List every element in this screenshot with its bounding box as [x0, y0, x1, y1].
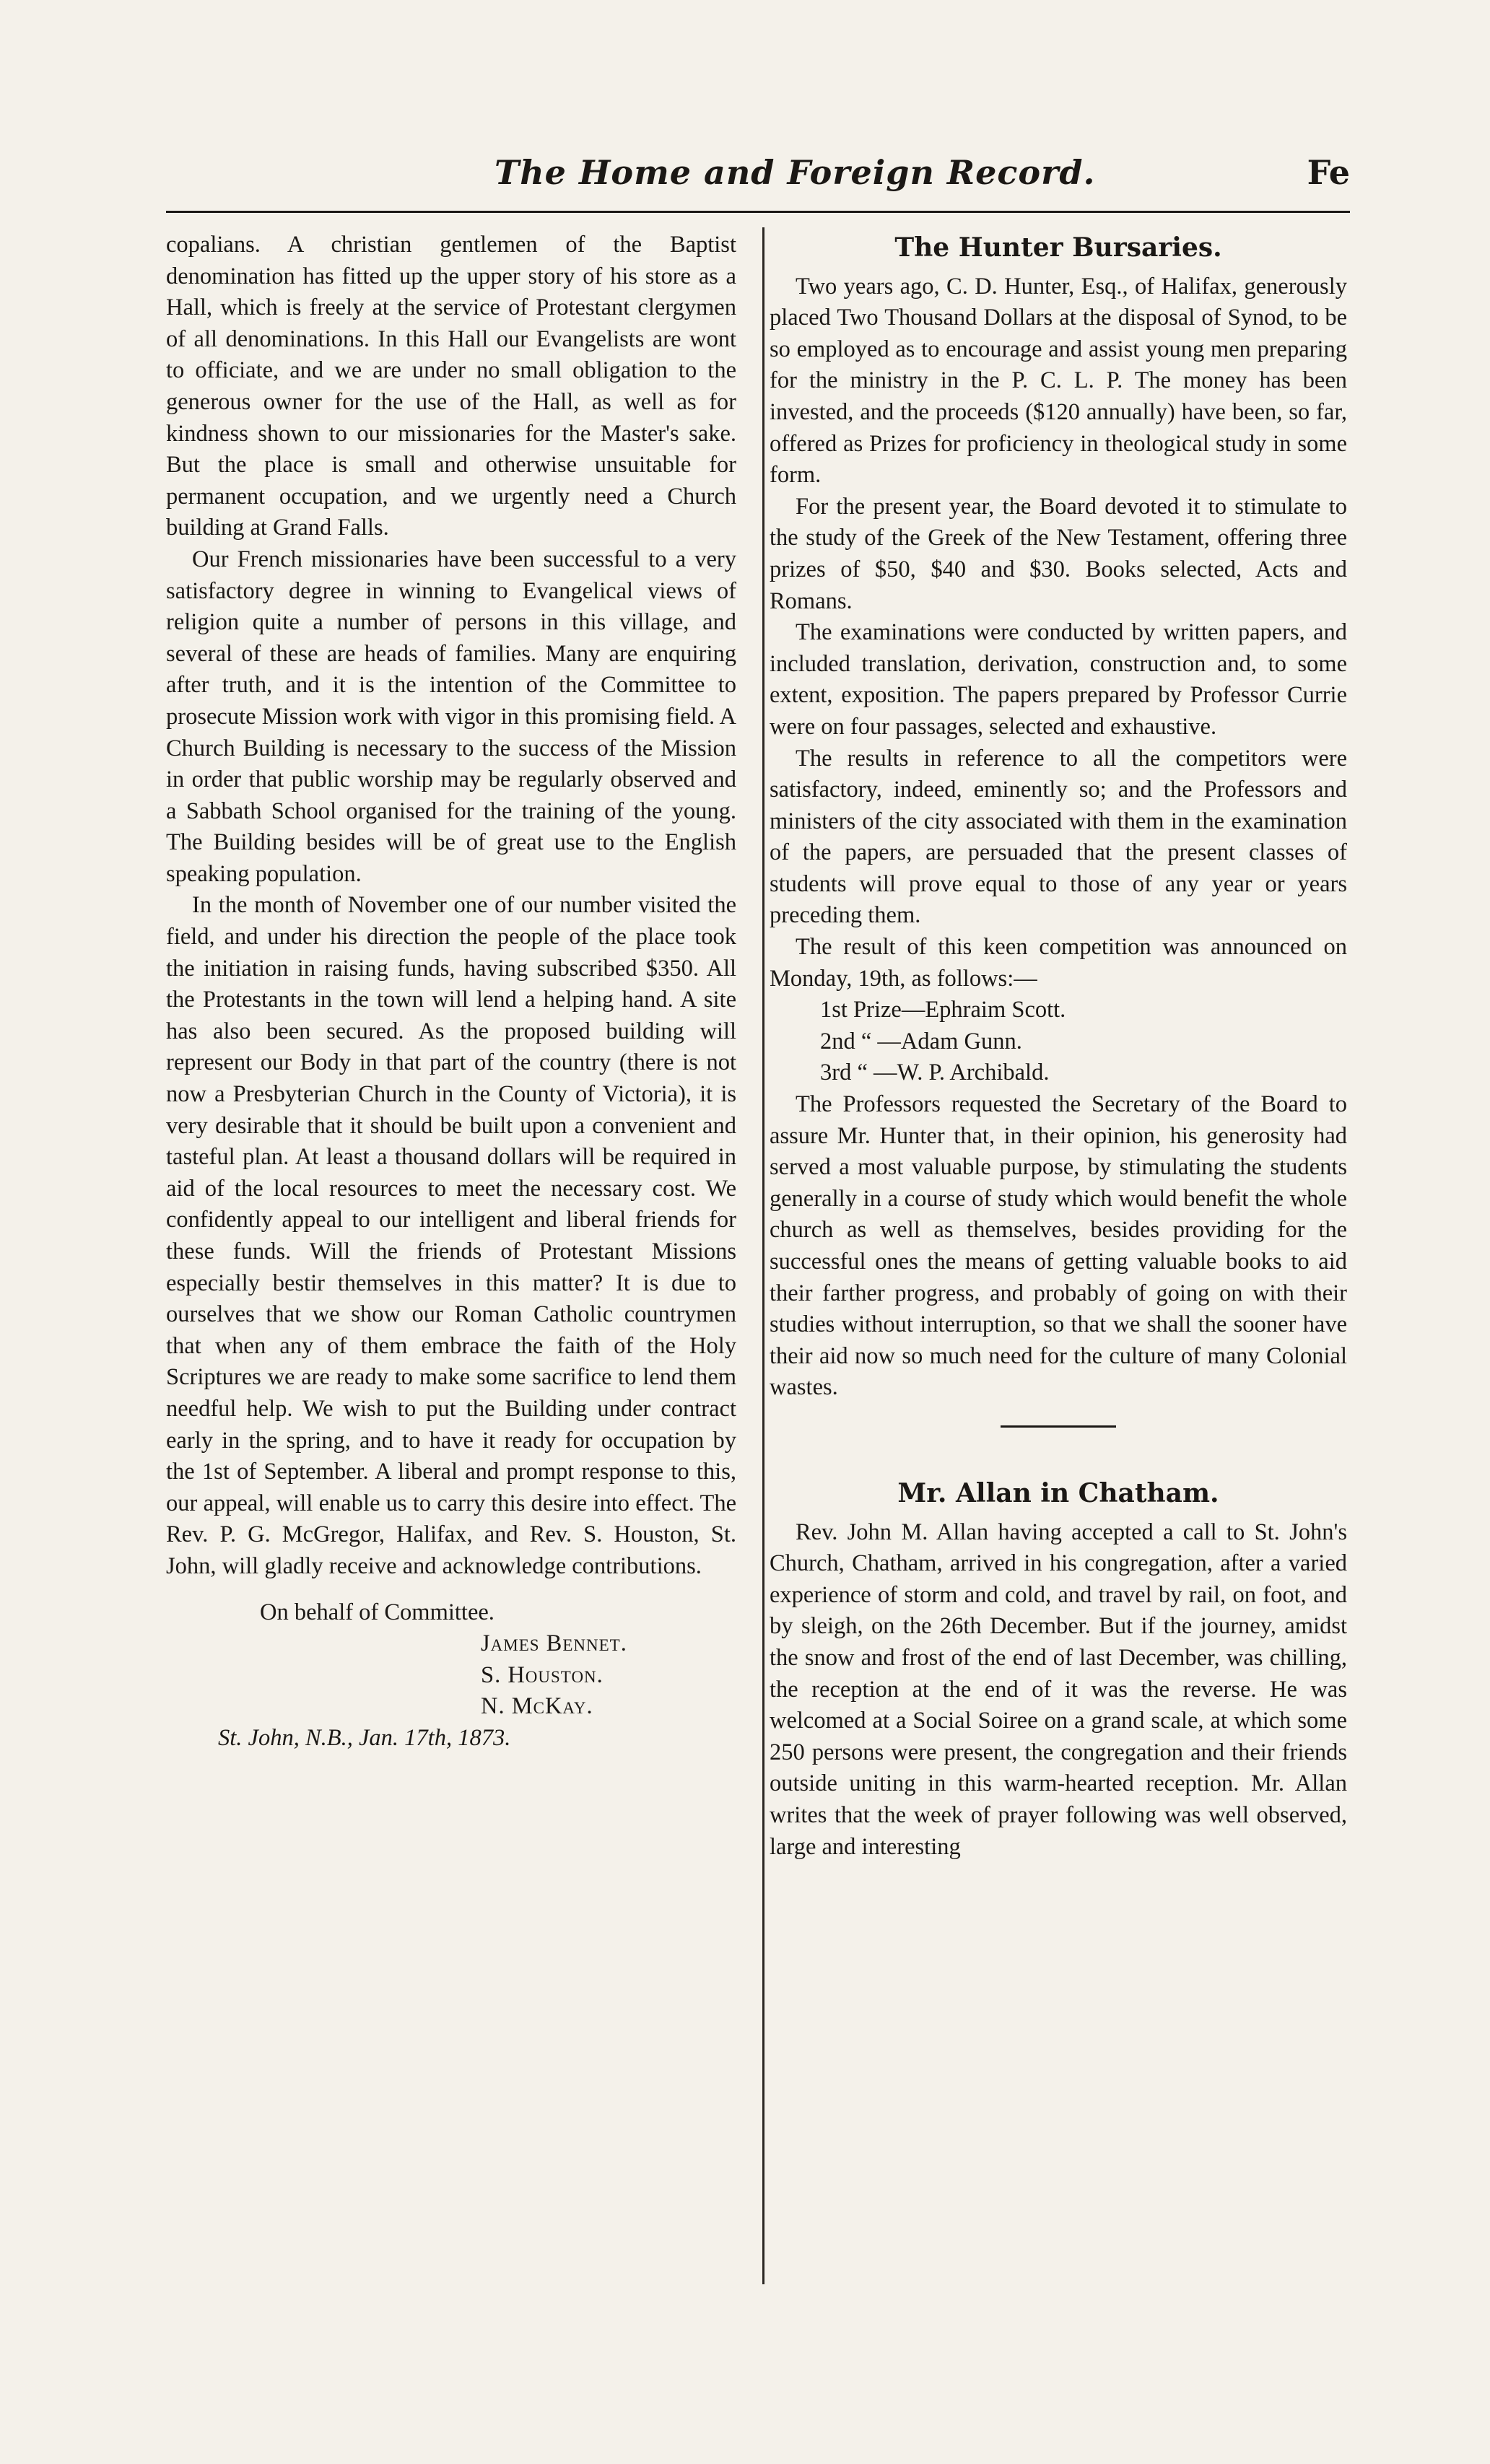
running-title: The Home and Foreign Record. [495, 153, 1096, 192]
prize-line: 1st Prize—Ephraim Scott. [820, 997, 1066, 1023]
signoff-block [166, 1597, 736, 1755]
signer-name: James Bennet. [481, 1630, 627, 1657]
right-column [770, 230, 1347, 1863]
paragraph: The Professors requested the Secretary of the Board to assure Mr. Hunter that, in their opinion, his generosity had served a most valuable purpose, by stimulating the students generally in a course of study which would benefit the whole church as well as themselves, besides providing for the successful ones the means of getting valuable books to aid their farther progress, and probably of going on with their studies without interruption, so that we shall the sooner have their aid now so much need for the culture of many Colonial wastes. [770, 1091, 1347, 1401]
signoff: On behalf of Committee. [260, 1599, 495, 1625]
page-number: Fe [1307, 153, 1350, 192]
prize-line: 3rd “ —W. P. Archibald. [820, 1060, 1050, 1086]
section-title-hunter: The Hunter Bursaries. [894, 232, 1222, 263]
left-column [166, 230, 736, 1755]
signer-name: N. McKay. [481, 1693, 593, 1720]
paragraph: Two years ago, C. D. Hunter, Esq., of Halifax, generously placed Two Thousand Dollars at the disposal of Synod, to be so employed as to encourage and assist young men preparing for the ministry in the P. C. L. P. The money has been invested, and the proceeds ($120 annually) have been, so far, offered as Prizes for proficiency in theological study in some form. [770, 273, 1347, 489]
page-header [166, 153, 1350, 204]
prize-line: 2nd “ —Adam Gunn. [820, 1028, 1022, 1054]
column-divider [762, 227, 764, 2284]
paragraph: Our French missionaries have been successful to a very satisfactory degree in winning to Evangelical views of religion quite a number of persons in this village, and several of these are heads of families. Many are enquiring after truth, and it is the intention of the Committee to prosecute Mission work with vigor in this promising field. A Church Building is necessary to the success of the Mission in order that public worship may be regularly observed and a Sabbath School organised for the training of the young. The Building besides will be of great use to the English speaking population. [166, 546, 736, 887]
paragraph: In the month of November one of our number visited the field, and under his direction the people of the place took the initiation in raising funds, having subscribed $350. All the Protestants in the town will lend a helping hand. A site has also been secured. As the proposed building will represent our Body in that part of the country (there is not now a Presbyterian Church in the County of Victoria), it is very desirable that it should be built upon a convenient and tasteful plan. At least a thousand dollars will be required in aid of the local resources to meet the necessary cost. We confidently appeal to our intelligent and liberal friends for these funds. Will the friends of Protestant Missions especially bestir themselves in this matter? It is due to ourselves that we show our Roman Catholic countrymen that when any of them embrace the faith of the Holy Scriptures we are ready to make some sacrifice to lend them needful help. We wish to put the Building under contract early in the spring, and to have it ready for occupation by the 1st of September. A liberal and prompt response to this, our appeal, will enable us to carry this desire into effect. The Rev. P. G. McGregor, Halifax, and Rev. S. Houston, St. John, will gladly receive and acknowledge contributions. [166, 892, 736, 1579]
section-separator [1001, 1425, 1116, 1428]
paragraph: For the present year, the Board devoted it to stimulate to the study of the Greek of the New Testament, offering three prizes of $50, $40 and $30. Books selected, Acts and Romans. [770, 493, 1347, 614]
signer-name: S. Houston. [481, 1661, 604, 1688]
paragraph: Rev. John M. Allan having accepted a call to St. John's Church, Chatham, arrived in his congregation, after a varied experience of storm and cold, and travel by rail, on foot, and by sleigh, on the 26th December. But if the journey, amidst the snow and frost of the end of last December, was chilling, the reception at the end of it was the reverse. He was welcomed at a Social Soiree on a grand scale, at which some 250 persons were present, the congregation and their friends outside uniting in this warm-hearted reception. Mr. Allan writes that the week of prayer following was well observed, large and interesting [770, 1519, 1347, 1860]
paragraph: The result of this keen competition was announced on Monday, 19th, as follows:— [770, 934, 1347, 992]
dateline: St. John, N.B., Jan. 17th, 1873. [218, 1724, 511, 1751]
paragraph: The results in reference to all the competitors were satisfactory, indeed, eminently so; and the Professors and ministers of the city associated with them in the examination of the papers, are persuaded that the present classes of students will prove equal to those of any year or years preceding them. [770, 745, 1347, 929]
paragraph: copalians. A christian gentlemen of the Baptist denomination has fitted up the upper story of his store as a Hall, which is freely at the service of Protestant clergymen of all denominations. In this Hall our Evangelists are wont to officiate, and we are under no small obligation to the generous owner for the use of the Hall, as well as for kindness shown to our missionaries for the Master's sake. But the place is small and otherwise unsuitable for permanent occupation, and we urgently need a Church building at Grand Falls. [166, 232, 736, 541]
paragraph: The examinations were conducted by written papers, and included translation, derivation, construction and, to some extent, exposition. The papers prepared by Professor Currie were on four passages, selected and exhaustive. [770, 619, 1347, 740]
section-title-allan: Mr. Allan in Chatham. [897, 1477, 1219, 1508]
header-rule [166, 211, 1350, 213]
